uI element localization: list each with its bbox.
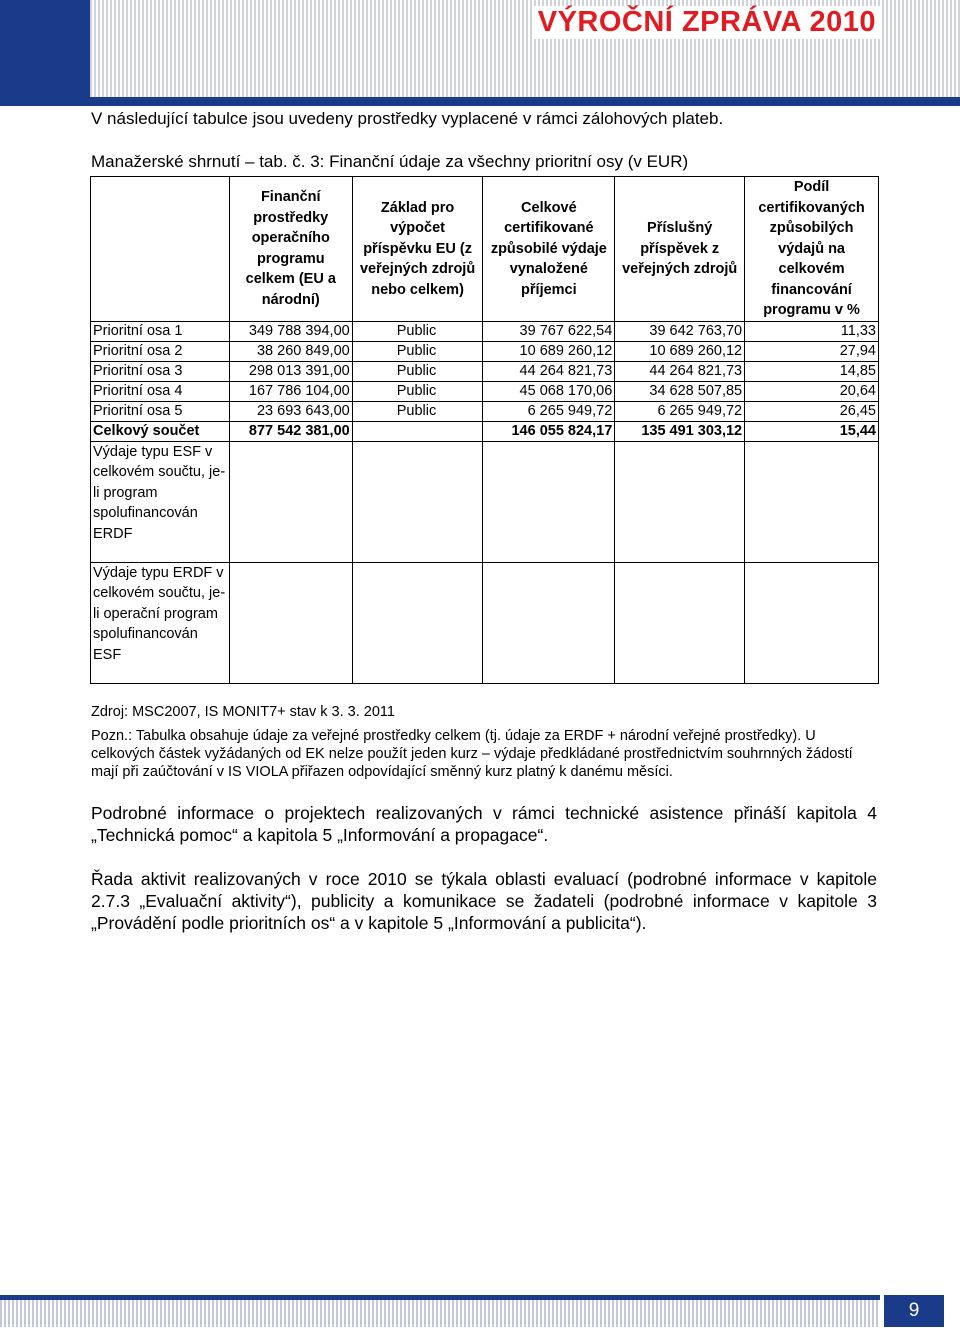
cell-certified: 45 068 170,06	[483, 381, 615, 401]
cell-share: 11,33	[745, 321, 879, 341]
cell-certified: 6 265 949,72	[483, 401, 615, 421]
cell-total: 23 693 643,00	[229, 401, 352, 421]
cell-public: 44 264 821,73	[615, 361, 745, 381]
table-row	[91, 341, 879, 361]
cell-basis: Public	[352, 321, 483, 341]
cell-total: 298 013 391,00	[229, 361, 352, 381]
empty-cell	[352, 562, 483, 683]
esf-label: Výdaje typu ESF v celkovém součtu, je-li program spolufinancován ERDF	[91, 441, 230, 562]
cell-share: 14,85	[745, 361, 879, 381]
financial-table	[90, 176, 879, 684]
empty-cell	[745, 441, 879, 562]
empty-cell	[615, 441, 745, 562]
report-title: VÝROČNÍ ZPRÁVA 2010	[534, 6, 880, 39]
cell-basis: Public	[352, 401, 483, 421]
cell-share: 20,64	[745, 381, 879, 401]
cell-public: 34 628 507,85	[615, 381, 745, 401]
cell-public: 39 642 763,70	[615, 321, 745, 341]
footer-band	[0, 1295, 880, 1327]
header-rule	[90, 97, 960, 106]
empty-cell	[229, 562, 352, 683]
cell-total: 38 260 849,00	[229, 341, 352, 361]
empty-cell	[352, 441, 483, 562]
header-cell-certified: Celkové certifikované způsobilé výdaje vynaložené příjemci	[483, 177, 615, 322]
cell-certified: 39 767 622,54	[483, 321, 615, 341]
cell-total: 349 788 394,00	[229, 321, 352, 341]
table-caption: Manažerské shrnutí – tab. č. 3: Finanční údaje za všechny prioritní osy (v EUR)	[91, 152, 689, 171]
cell-certified: 10 689 260,12	[483, 341, 615, 361]
row-label: Prioritní osa 2	[91, 341, 230, 361]
intro-text: V následující tabulce jsou uvedeny prostředky vyplacené v rámci zálohových plateb.	[91, 109, 724, 128]
cell-share: 26,45	[745, 401, 879, 421]
cell-basis: Public	[352, 341, 483, 361]
row-label: Prioritní osa 3	[91, 361, 230, 381]
cell-public: 10 689 260,12	[615, 341, 745, 361]
empty-cell	[745, 562, 879, 683]
header-cell-basis: Základ pro výpočet příspěvku EU (z veřejných zdrojů nebo celkem)	[352, 177, 483, 322]
table-header-row	[91, 177, 879, 322]
empty-cell	[615, 562, 745, 683]
total-row	[91, 421, 879, 441]
footnote: Pozn.: Tabulka obsahuje údaje za veřejné prostředky celkem (tj. údaje za ERDF + národní veřejné prostředky). U celkových částek vyžádaných od EK nelze použít jeden kurz – výdaje předkládané prostřednictvím souhrnných žádostí mají při zaúčtování v IS VIOLA přiřazen odpovídající směnný kurz platný k danému měsíci.	[91, 728, 853, 780]
cell-certified: 44 264 821,73	[483, 361, 615, 381]
total-public: 135 491 303,12	[615, 421, 745, 441]
empty-cell	[483, 441, 615, 562]
total-share: 15,44	[745, 421, 879, 441]
paragraph-technical-assistance: Podrobné informace o projektech realizovaných v rámci technické asistence přináší kapitola 4 „Technická pomoc“ a kapitola 5 „Informování a propagace“.	[91, 803, 877, 845]
source-note: Zdroj: MSC2007, IS MONIT7+ stav k 3. 3. 2011	[91, 704, 395, 720]
cell-share: 27,94	[745, 341, 879, 361]
row-label: Prioritní osa 4	[91, 381, 230, 401]
header-cell-empty	[91, 177, 230, 322]
erdf-row	[91, 562, 879, 683]
erdf-label: Výdaje typu ERDF v celkovém součtu, je-li operační program spolufinancován ESF	[91, 562, 230, 683]
page-number: 9	[884, 1295, 944, 1327]
total-label: Celkový součet	[91, 421, 230, 441]
total-funds: 877 542 381,00	[229, 421, 352, 441]
total-certified: 146 055 824,17	[483, 421, 615, 441]
empty-cell	[229, 441, 352, 562]
table-row	[91, 381, 879, 401]
total-basis	[352, 421, 483, 441]
esf-row	[91, 441, 879, 562]
header-cell-share: Podíl certifikovaných způsobilých výdajů na celkovém financování programu v %	[745, 177, 879, 322]
header-cell-total-funds: Finanční prostředky operačního programu celkem (EU a národní)	[229, 177, 352, 322]
cell-basis: Public	[352, 381, 483, 401]
header-cell-public-contribution: Příslušný příspěvek z veřejných zdrojů	[615, 177, 745, 322]
paragraph-activities: Řada aktivit realizovaných v roce 2010 se týkala oblasti evaluací (podrobné informace v kapitole 2.7.3 „Evaluační aktivity“), publicity a komunikace se žadateli (podrobné informace v kapitole 3 „Provádění podle prioritních os“ a v kapitole 5 „Informování a publicita“).	[91, 869, 877, 933]
empty-cell	[483, 562, 615, 683]
cell-basis: Public	[352, 361, 483, 381]
cell-total: 167 786 104,00	[229, 381, 352, 401]
row-label: Prioritní osa 5	[91, 401, 230, 421]
row-label: Prioritní osa 1	[91, 321, 230, 341]
table-row	[91, 361, 879, 381]
table-row	[91, 321, 879, 341]
header-square	[0, 0, 90, 106]
cell-public: 6 265 949,72	[615, 401, 745, 421]
table-row	[91, 401, 879, 421]
